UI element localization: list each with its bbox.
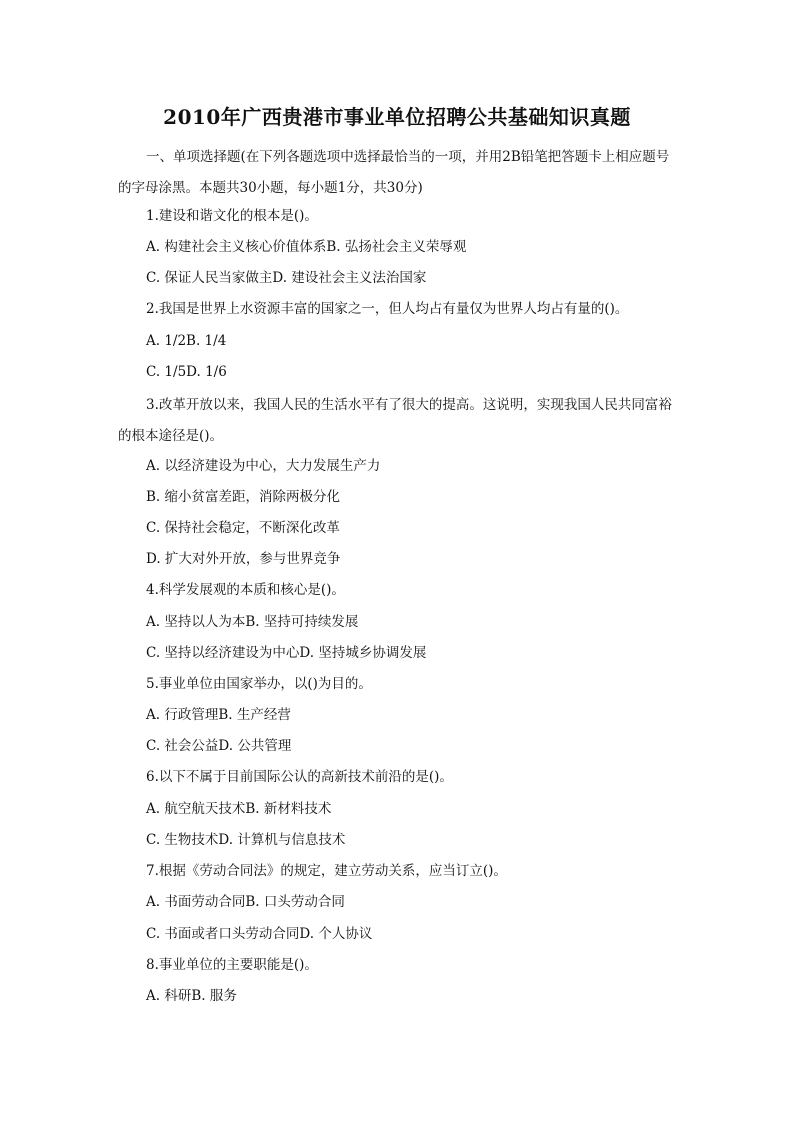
q8-options-ab: A. 科研B. 服务 — [146, 988, 237, 1004]
q7-options-ab: A. 书面劳动合同B. 口头劳动合同 — [146, 894, 345, 910]
q3-option-c: C. 保持社会稳定，不断深化改革 — [146, 520, 340, 536]
q6-options-ab: A. 航空航天技术B. 新材料技术 — [146, 801, 332, 817]
q5-options-ab: A. 行政管理B. 生产经营 — [146, 707, 291, 723]
question-6: 6.以下不属于目前国际公认的高新技术前沿的是()。 — [146, 769, 453, 785]
question-1: 1.建设和谐文化的根本是()。 — [146, 208, 318, 224]
section-intro: 一、单项选择题(在下列各题选项中选择最恰当的一项，并用2B铅笔把答题卡上相应题号的字母涂黑。本题共30小题，每小题1分，共30分) — [118, 149, 670, 196]
question-4: 4.科学发展观的本质和核心是()。 — [146, 582, 345, 598]
question-5: 5.事业单位由国家举办，以()为目的。 — [146, 676, 372, 692]
q3-option-d: D. 扩大对外开放，参与世界竞争 — [146, 551, 341, 567]
q4-options-ab: A. 坚持以人为本B. 坚持可持续发展 — [146, 614, 359, 630]
q2-options-ab: A. 1/2B. 1/4 — [146, 333, 227, 349]
q1-options-ab: A. 构建社会主义核心价值体系B. 弘扬社会主义荣辱观 — [146, 239, 467, 255]
question-2: 2.我国是世界上水资源丰富的国家之一，但人均占有量仅为世界人均占有量的()。 — [146, 301, 629, 317]
q7-options-cd: C. 书面或者口头劳动合同D. 个人协议 — [146, 926, 373, 942]
q2-options-cd: C. 1/5D. 1/6 — [146, 364, 227, 380]
document-title: 2010年广西贵港市事业单位招聘公共基础知识真题 — [163, 105, 631, 129]
question-3: 3.改革开放以来，我国人民的生活水平有了很大的提高。这说明，实现我国人民共同富裕的根本途径是()。 — [118, 397, 672, 444]
q1-options-cd: C. 保证人民当家做主D. 建设社会主义法治国家 — [146, 270, 427, 286]
q4-options-cd: C. 坚持以经济建设为中心D. 坚持城乡协调发展 — [146, 645, 427, 661]
question-8: 8.事业单位的主要职能是()。 — [146, 957, 318, 973]
q5-options-cd: C. 社会公益D. 公共管理 — [146, 738, 292, 754]
q6-options-cd: C. 生物技术D. 计算机与信息技术 — [146, 832, 346, 848]
q3-option-a: A. 以经济建设为中心，大力发展生产力 — [146, 458, 381, 474]
question-7: 7.根据《劳动合同法》的规定，建立劳动关系，应当订立()。 — [146, 863, 507, 879]
q3-option-b: B. 缩小贫富差距，消除两极分化 — [146, 489, 341, 505]
